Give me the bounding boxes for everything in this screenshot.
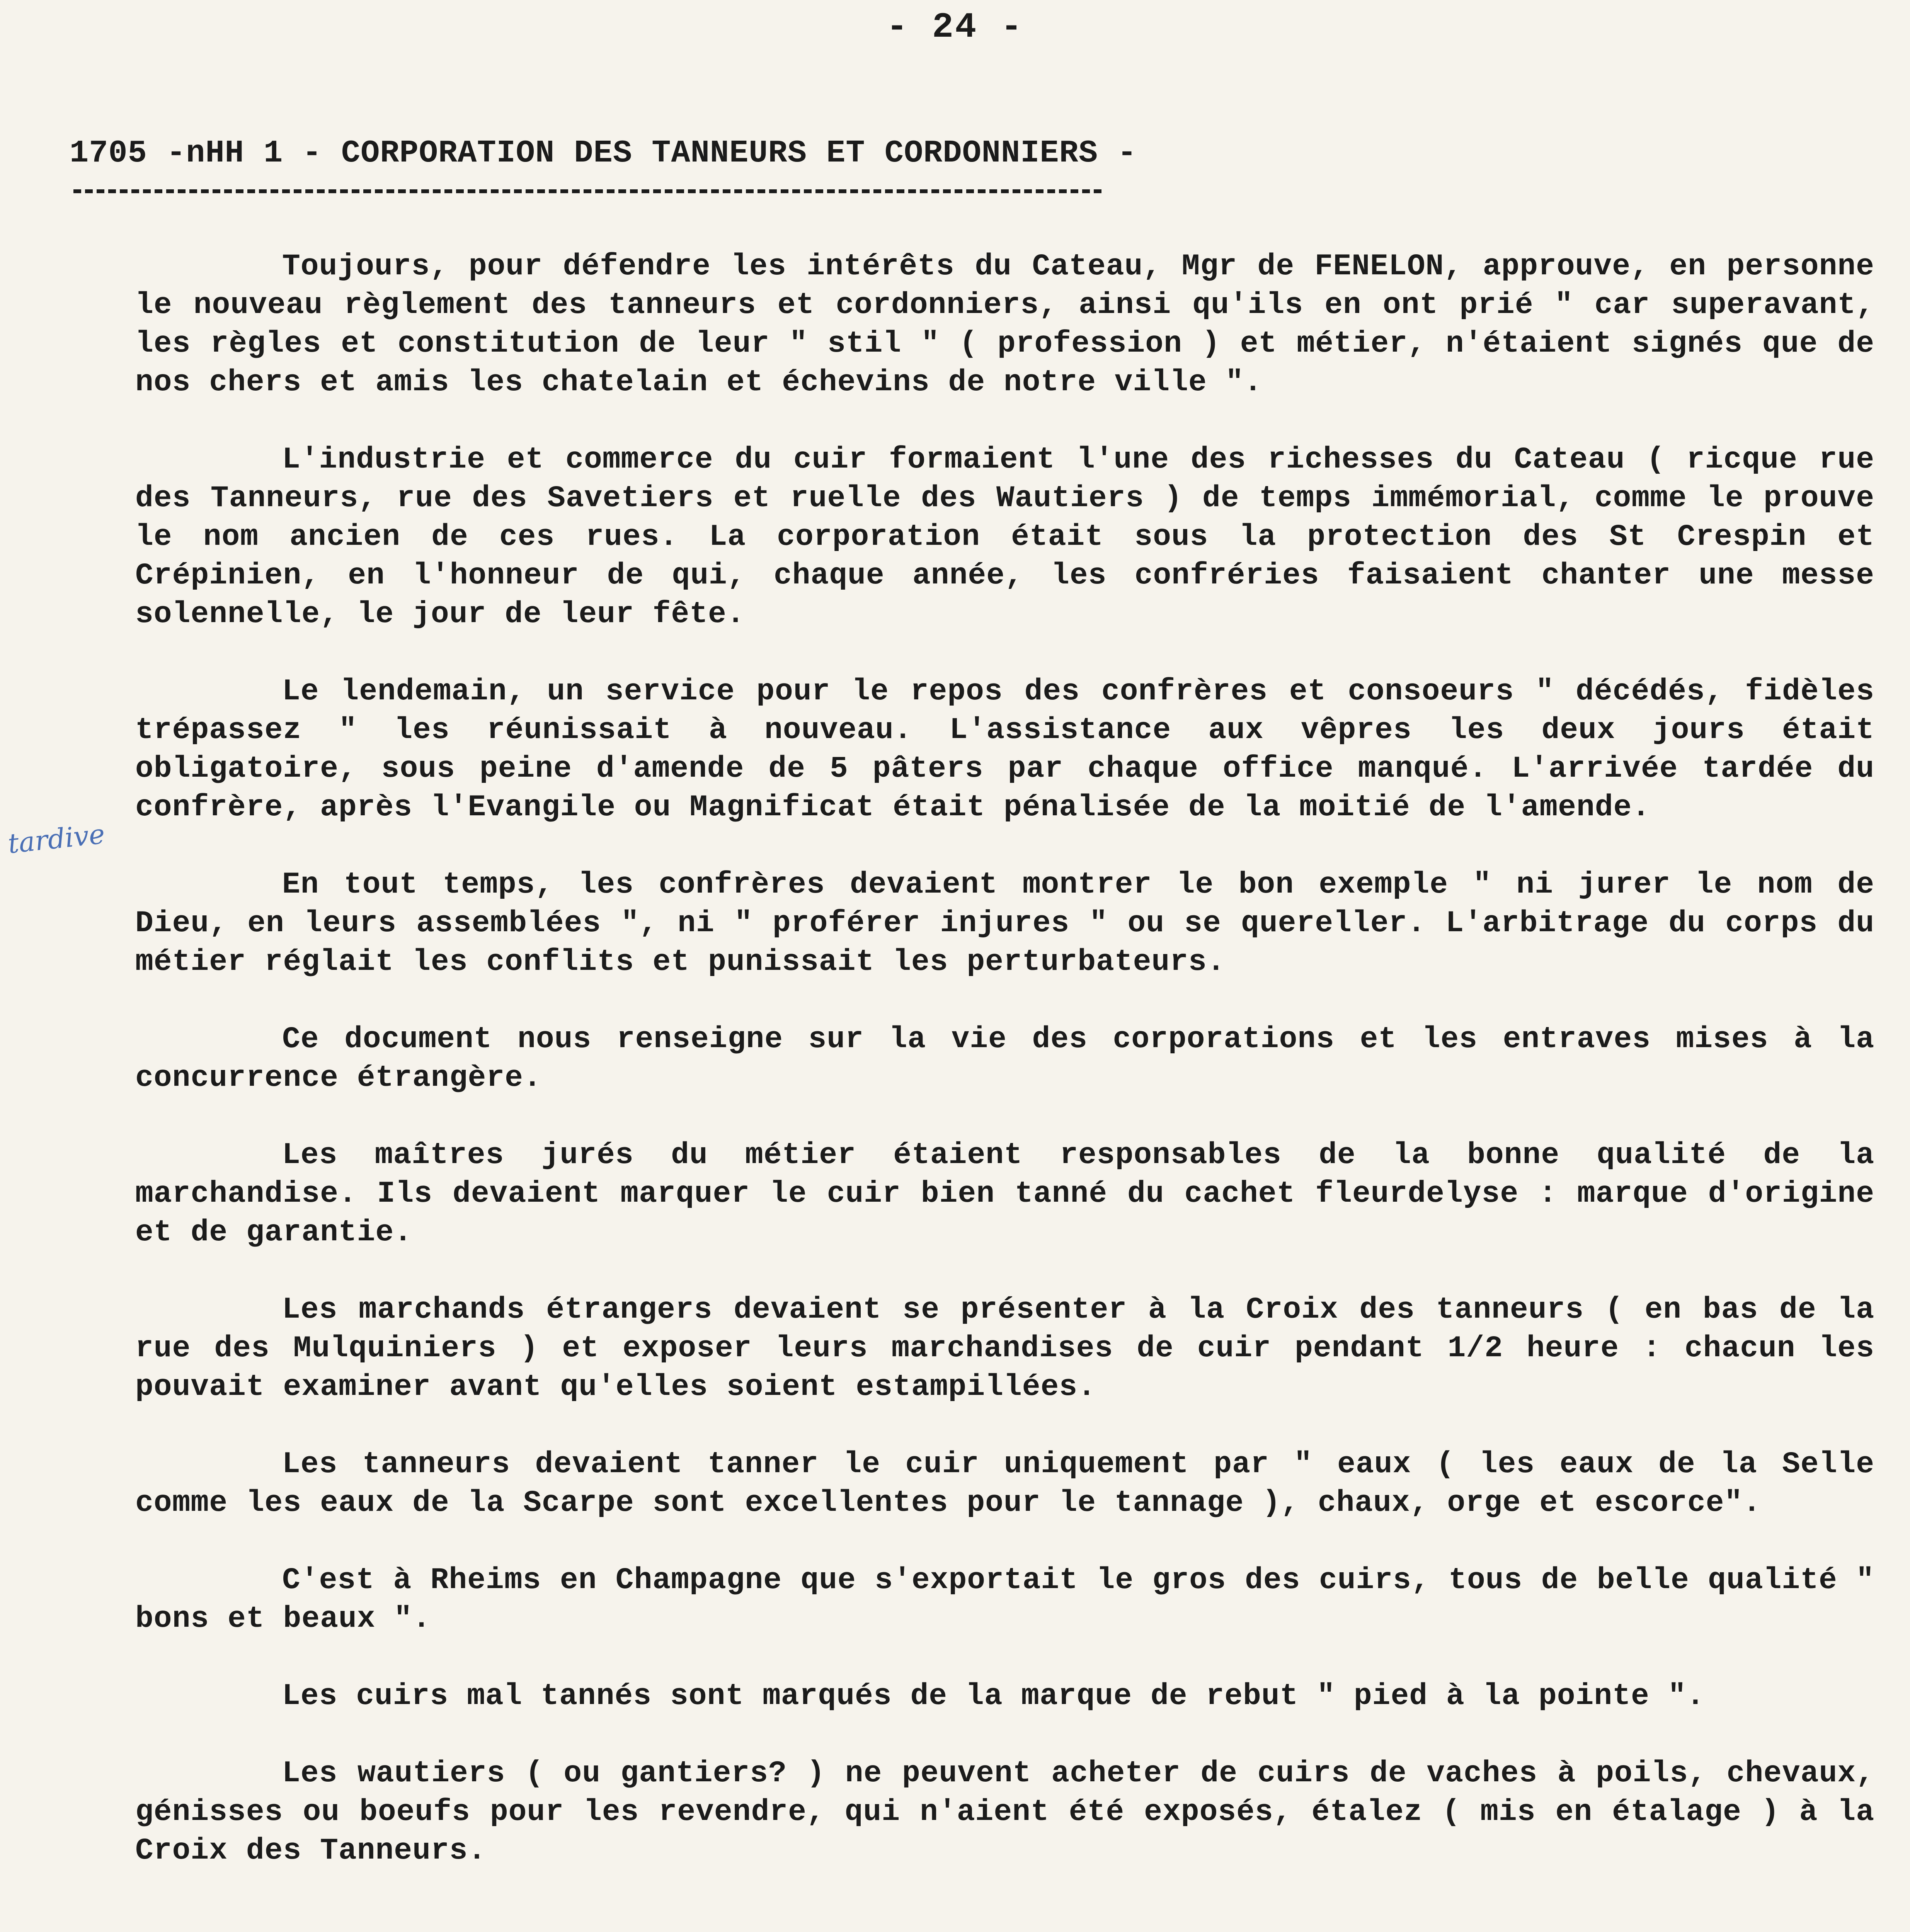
section-heading: 1705 -nHH 1 - CORPORATION DES TANNEURS ET CORDONNIERS -	[70, 135, 1137, 171]
heading-underline	[73, 189, 1101, 193]
paragraph: C'est à Rheims en Champagne que s'exportait le gros des cuirs, tous de belle qualité " bons et beaux ".	[135, 1563, 1874, 1636]
paragraph: Les tanneurs devaient tanner le cuir uniquement par " eaux ( les eaux de la Selle comme les eaux de la Scarpe sont excellentes pour le tannage ), chaux, orge et escorce".	[135, 1447, 1874, 1520]
paragraph: En tout temps, les confrères devaient montrer le bon exemple " ni jurer le nom de Dieu, en leurs assemblées ", ni " proférer injures " ou se quereller. L'arbitrage du corps du métier réglait les conflits et punissait les perturbateurs.	[135, 868, 1874, 979]
paragraph: Les wautiers ( ou gantiers? ) ne peuvent acheter de cuirs de vaches à poils, chevaux, génisses ou boeufs pour les revendre, qui n'aient été exposés, étalez ( mis en étalage ) à la Croix des Tanneurs.	[135, 1757, 1874, 1868]
document-body	[135, 247, 1874, 1932]
paragraph: Les marchands étrangers devaient se présenter à la Croix des tanneurs ( en bas de la rue des Mulquiniers ) et exposer leurs marchandises de cuir pendant 1/2 heure : chacun les pouvait examiner avant qu'elles soient estampillées.	[135, 1293, 1874, 1404]
paragraph: Les cuirs mal tannés sont marqués de la marque de rebut " pied à la pointe ".	[282, 1679, 1705, 1713]
paragraph: Ce document nous renseigne sur la vie des corporations et les entraves mises à la concurrence étrangère.	[135, 1022, 1874, 1095]
handwritten-margin-note: tardive	[6, 818, 107, 860]
paragraph: Les maîtres jurés du métier étaient responsables de la bonne qualité de la marchandise. Ils devaient marquer le cuir bien tanné du cachet fleurdelyse : marque d'origine et de garantie.	[135, 1138, 1874, 1250]
page-number: - 24 -	[886, 7, 1024, 48]
paragraph: Le lendemain, un service pour le repos des confrères et consoeurs " décédés, fidèles trépassez " les réunissait à nouveau. L'assistance aux vêpres les deux jours était obligatoire, sous peine d'amende de 5 pâters par chaque office manqué. L'arrivée tardée du confrère, après l'Evangile ou Magnificat était pénalisée de la moitié de l'amende.	[135, 675, 1874, 825]
paragraph: L'industrie et commerce du cuir formaient l'une des richesses du Cateau ( ricque rue des Tanneurs, rue des Savetiers et ruelle des Wautiers ) de temps immémorial, comme le prouve le nom ancien de ces rues. La corporation était sous la protection des St Crespin et Crépinien, en l'honneur de qui, chaque année, les confréries faisaient chanter une messe solennelle, le jour de leur fête.	[135, 443, 1874, 631]
paragraph: Toujours, pour défendre les intérêts du Cateau, Mgr de FENELON, approuve, en personne le nouveau règlement des tanneurs et cordonniers, ainsi qu'ils en ont prié " car superavant, les règles et constitution de leur " stil " ( profession ) et métier, n'étaient signés que de nos chers et amis les chatelain et échevins de notre ville ".	[135, 250, 1874, 400]
